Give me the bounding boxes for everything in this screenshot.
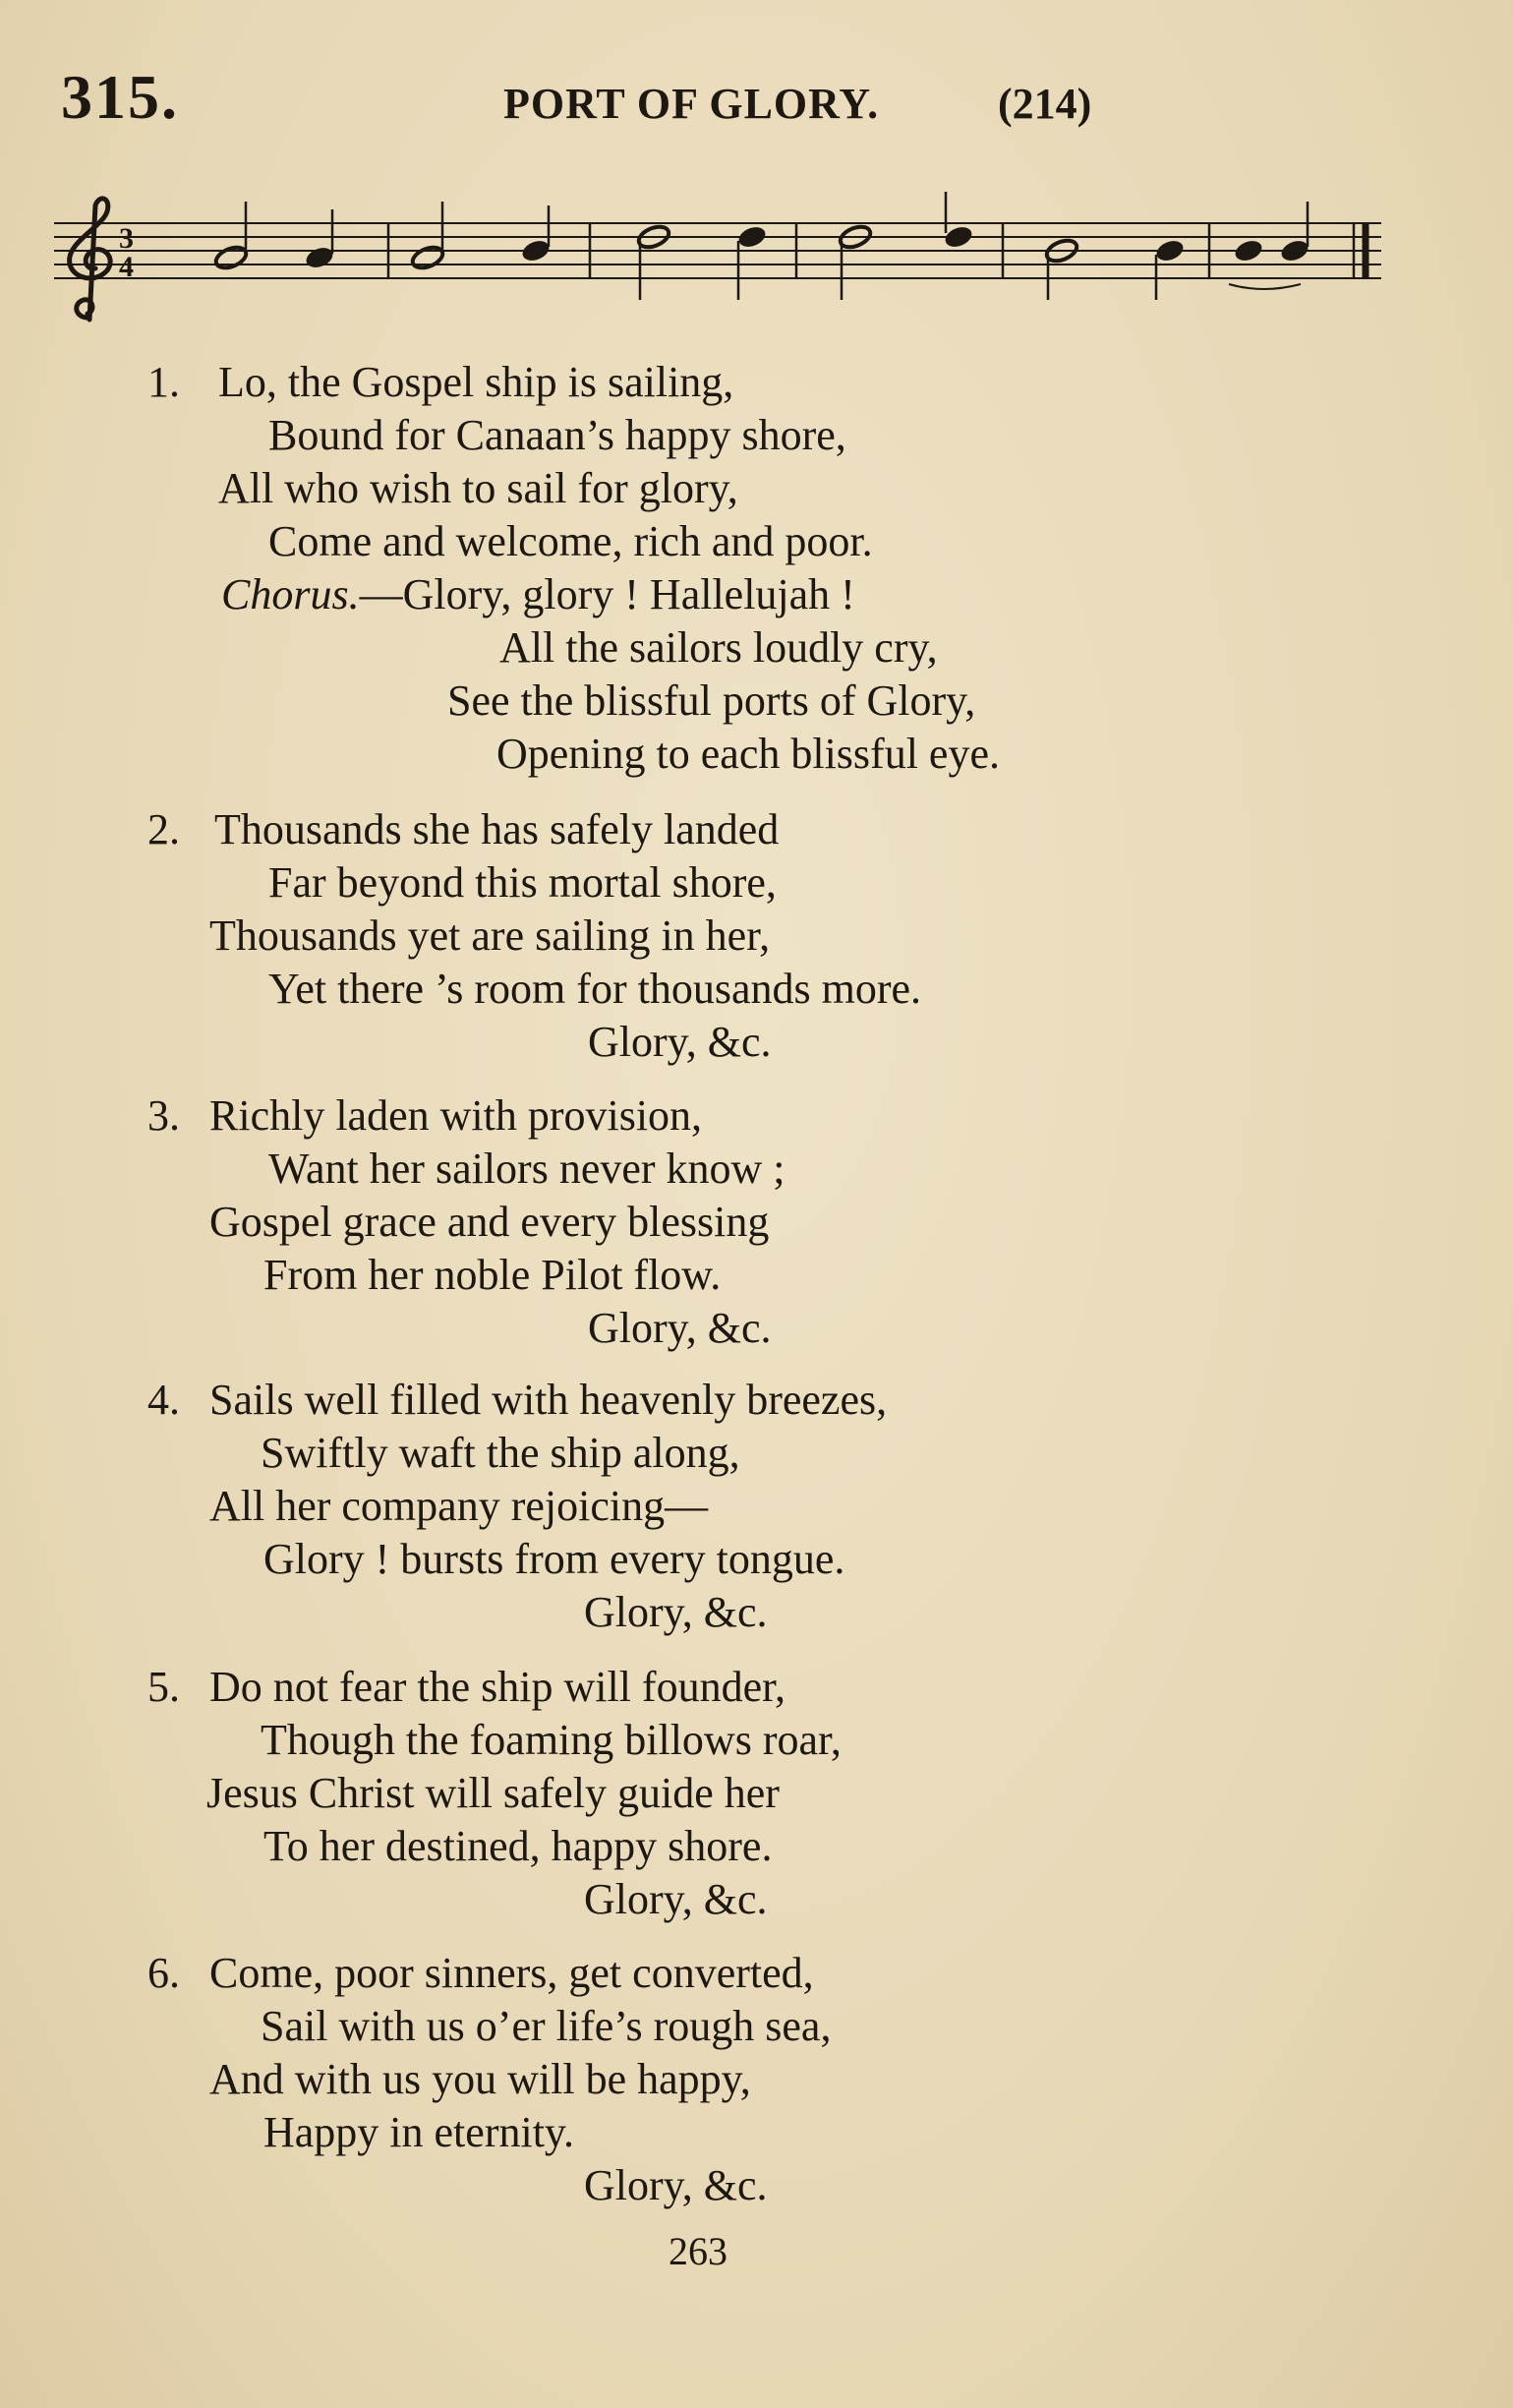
verse-3-number: 3. <box>147 1091 180 1140</box>
verse-2-line-3: Thousands yet are sailing in her, <box>209 911 771 960</box>
verse-3-line-2: Want her sailors never know ; <box>268 1145 786 1193</box>
melody-notes <box>213 192 1311 300</box>
verse-4-refrain: Glory, &c. <box>584 1588 768 1636</box>
verse-5-line-2: Though the foaming billows roar, <box>261 1716 842 1764</box>
verse-3-refrain: Glory, &c. <box>588 1304 772 1352</box>
verse-6-refrain: Glory, &c. <box>584 2161 768 2209</box>
treble-clef-icon <box>70 199 111 320</box>
hymn-title: PORT OF GLORY. <box>503 80 880 128</box>
chorus-text-1: —Glory, glory ! Hallelujah ! <box>359 570 855 618</box>
verse-5-line-1: Do not fear the ship will founder, <box>209 1663 786 1711</box>
chorus-line-4: Opening to each blissful eye. <box>496 730 1000 778</box>
verse-6-line-2: Sail with us o’er life’s rough sea, <box>261 2002 832 2050</box>
verse-1-line-3: All who wish to sail for glory, <box>218 464 738 512</box>
time-signature-top: 3 <box>119 222 134 255</box>
verse-4-number: 4. <box>147 1376 180 1424</box>
verse-4-line-3: All her company rejoicing— <box>209 1482 709 1530</box>
verse-6-line-1: Come, poor sinners, get converted, <box>209 1949 814 1997</box>
verse-2-line-2: Far beyond this mortal shore, <box>268 858 777 907</box>
verse-6-line-4: Happy in eternity. <box>263 2108 575 2156</box>
verse-4-line-2: Swiftly waft the ship along, <box>261 1429 740 1477</box>
page-number: 263 <box>669 2229 727 2273</box>
verse-3-line-1: Richly laden with provision, <box>209 1091 703 1140</box>
chorus-label: Chorus. <box>221 570 360 618</box>
verse-5-line-4: To her destined, happy shore. <box>263 1822 773 1870</box>
verse-2-line-4: Yet there ’s room for thousands more. <box>268 965 921 1013</box>
chorus-line-2: All the sailors loudly cry, <box>499 623 938 672</box>
verse-1-line-4: Come and welcome, rich and poor. <box>268 517 873 565</box>
verse-2-line-1: Thousands she has safely landed <box>214 805 780 853</box>
hymn-number: 315. <box>61 62 179 132</box>
verse-1-number: 1. <box>147 358 180 406</box>
time-signature-bottom: 4 <box>119 251 134 283</box>
verse-2-refrain: Glory, &c. <box>588 1018 772 1066</box>
chorus-line-3: See the blissful ports of Glory, <box>447 676 976 725</box>
verse-6-line-3: And with us you will be happy, <box>209 2055 751 2103</box>
verse-1-line-2: Bound for Canaan’s happy shore, <box>268 411 846 459</box>
verse-4-line-1: Sails well filled with heavenly breezes, <box>209 1376 888 1424</box>
verse-2-number: 2. <box>147 805 180 853</box>
verse-4-line-4: Glory ! bursts from every tongue. <box>263 1535 845 1583</box>
verse-5-number: 5. <box>147 1663 180 1711</box>
verse-1-line-1: Lo, the Gospel ship is sailing, <box>218 358 734 406</box>
verse-6-number: 6. <box>147 1949 180 1997</box>
chorus-line-1 <box>221 568 855 621</box>
verse-5-refrain: Glory, &c. <box>584 1875 768 1923</box>
music-staff <box>54 192 1391 339</box>
verse-3-line-3: Gospel grace and every blessing <box>209 1198 770 1246</box>
verse-3-line-4: From her noble Pilot flow. <box>263 1251 722 1299</box>
verse-5-line-3: Jesus Christ will safely guide her <box>206 1769 780 1817</box>
hymn-reference: (214) <box>998 80 1092 128</box>
